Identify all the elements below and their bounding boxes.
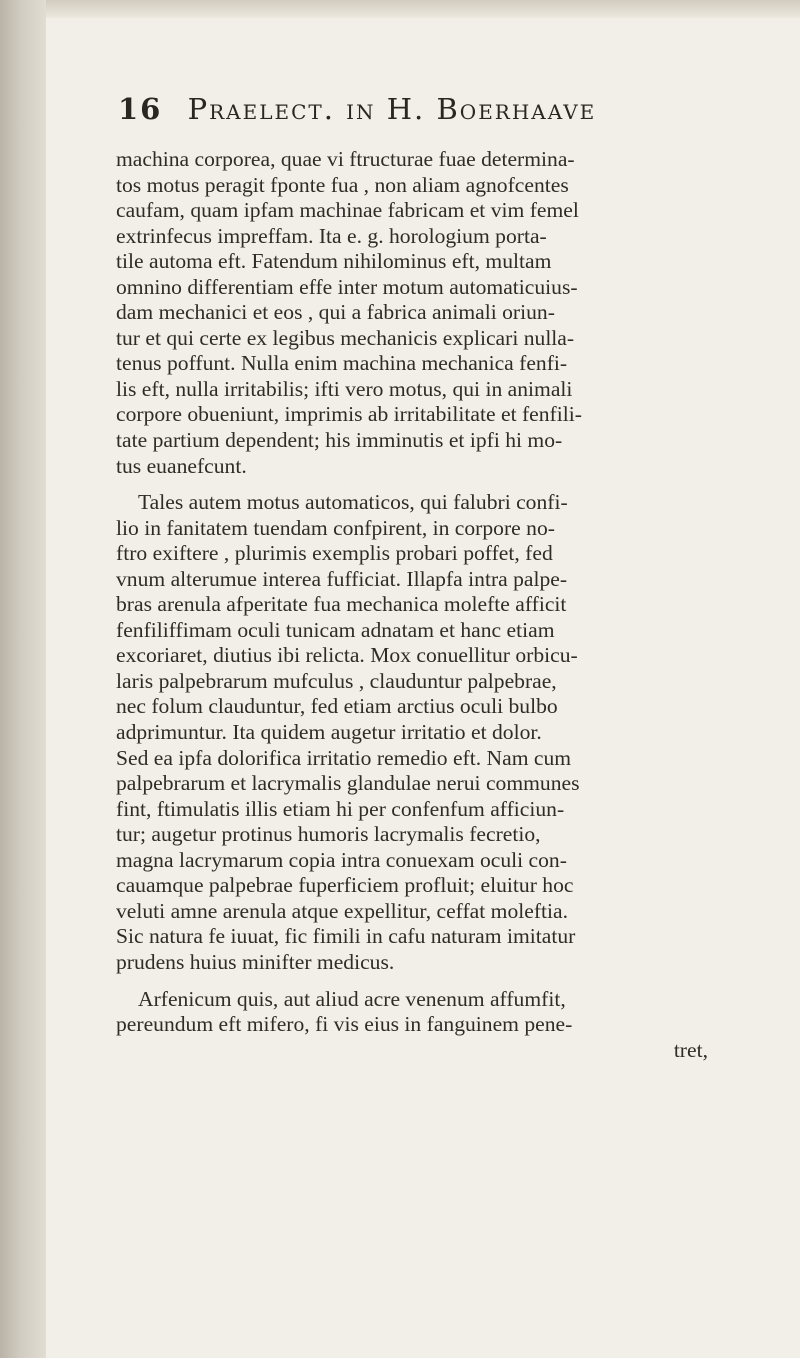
text-line: prudens huius minifter medicus.: [116, 949, 395, 974]
text-line: vnum alterumue interea fufficiat. Illapfa intra palpe-: [116, 566, 568, 591]
text-line: magna lacrymarum copia intra conuexam oculi con-: [116, 847, 567, 872]
text-line: palpebrarum et lacrymalis glandulae nerui communes: [116, 771, 580, 796]
text-line: bras arenula afperitate fua mechanica molefte afficit: [116, 592, 567, 617]
text-line: dam mechanici et eos , qui a fabrica animali oriun-: [116, 300, 555, 325]
text-line: nec folum clauduntur, fed etiam arctius oculi bulbo: [116, 694, 558, 719]
book-gutter: [0, 0, 47, 1358]
text-line: pereundum eft mifero, fi vis eius in fanguinem pene-: [116, 1012, 573, 1037]
text-line: fenfiliffimam oculi tunicam adnatam et hanc etiam: [116, 617, 555, 642]
text-line: tus euanefcunt.: [116, 453, 247, 478]
paragraph-gap: [116, 976, 716, 987]
running-title: Praelect. in H. Boerhaave: [187, 92, 597, 126]
text-line: cauamque palpebrae fuperficiem profluit; eluitur hoc: [116, 873, 574, 898]
text-line: excoriaret, diutius ibi relicta. Mox conuellitur orbicu-: [116, 643, 578, 668]
text-line: caufam, quam ipfam machinae fabricam et vim femel: [116, 198, 579, 223]
text-line: Sic natura fe iuuat, fic fimili in cafu naturam imitatur: [116, 924, 576, 949]
text-line: tenus poffunt. Nulla enim machina mechanica fenfi-: [116, 351, 568, 376]
text-line: tur et qui certe ex legibus mechanicis explicari nulla-: [116, 325, 575, 350]
text-line: extrinfecus impreffam. Ita e. g. horologium porta-: [116, 223, 547, 248]
page-body: [116, 147, 716, 1063]
text-line: lio in fanitatem tuendam confpirent, in corpore no-: [116, 515, 555, 540]
text-line: tate partium dependent; his imminutis et ipfi hi mo-: [116, 428, 563, 453]
page-number: 16: [118, 92, 163, 126]
text-line: adprimuntur. Ita quidem augetur irritatio et dolor.: [116, 720, 542, 745]
text-line: tile automa eft. Fatendum nihilominus eft, multam: [116, 249, 552, 274]
text-line: fint, ftimulatis illis etiam hi per confenfum afficiun-: [116, 796, 565, 821]
text-line: ftro exiftere , plurimis exemplis probari poffet, fed: [116, 541, 553, 566]
page-top-edge: [46, 0, 800, 18]
text-line: machina corporea, quae vi ftructurae fuae determina-: [116, 147, 575, 171]
text-line: lis eft, nulla irritabilis; ifti vero motus, qui in animali: [116, 376, 573, 401]
text-line: tos motus peragit fponte fua , non aliam agnofcentes: [116, 172, 569, 197]
running-header: [118, 92, 758, 132]
paragraph-gap: [116, 479, 716, 490]
text-line: Arfenicum quis, aut aliud acre venenum affumfit,: [138, 986, 566, 1011]
text-line: Sed ea ipfa dolorifica irritatio remedio eft. Nam cum: [116, 745, 572, 770]
text-line: Tales autem motus automaticos, qui falubri confi-: [138, 490, 568, 515]
catchword: tret,: [673, 1037, 708, 1062]
text-line: corpore obueniunt, imprimis ab irritabilitate et fenfili-: [116, 402, 582, 427]
text-line: laris palpebrarum mufculus , clauduntur palpebrae,: [116, 668, 557, 693]
text-line: tur; augetur protinus humoris lacrymalis fecretio,: [116, 822, 541, 847]
text-line: omnino differentiam effe inter motum automaticuius-: [116, 274, 578, 299]
text-line: veluti amne arenula atque expellitur, ceffat moleftia.: [116, 898, 569, 923]
